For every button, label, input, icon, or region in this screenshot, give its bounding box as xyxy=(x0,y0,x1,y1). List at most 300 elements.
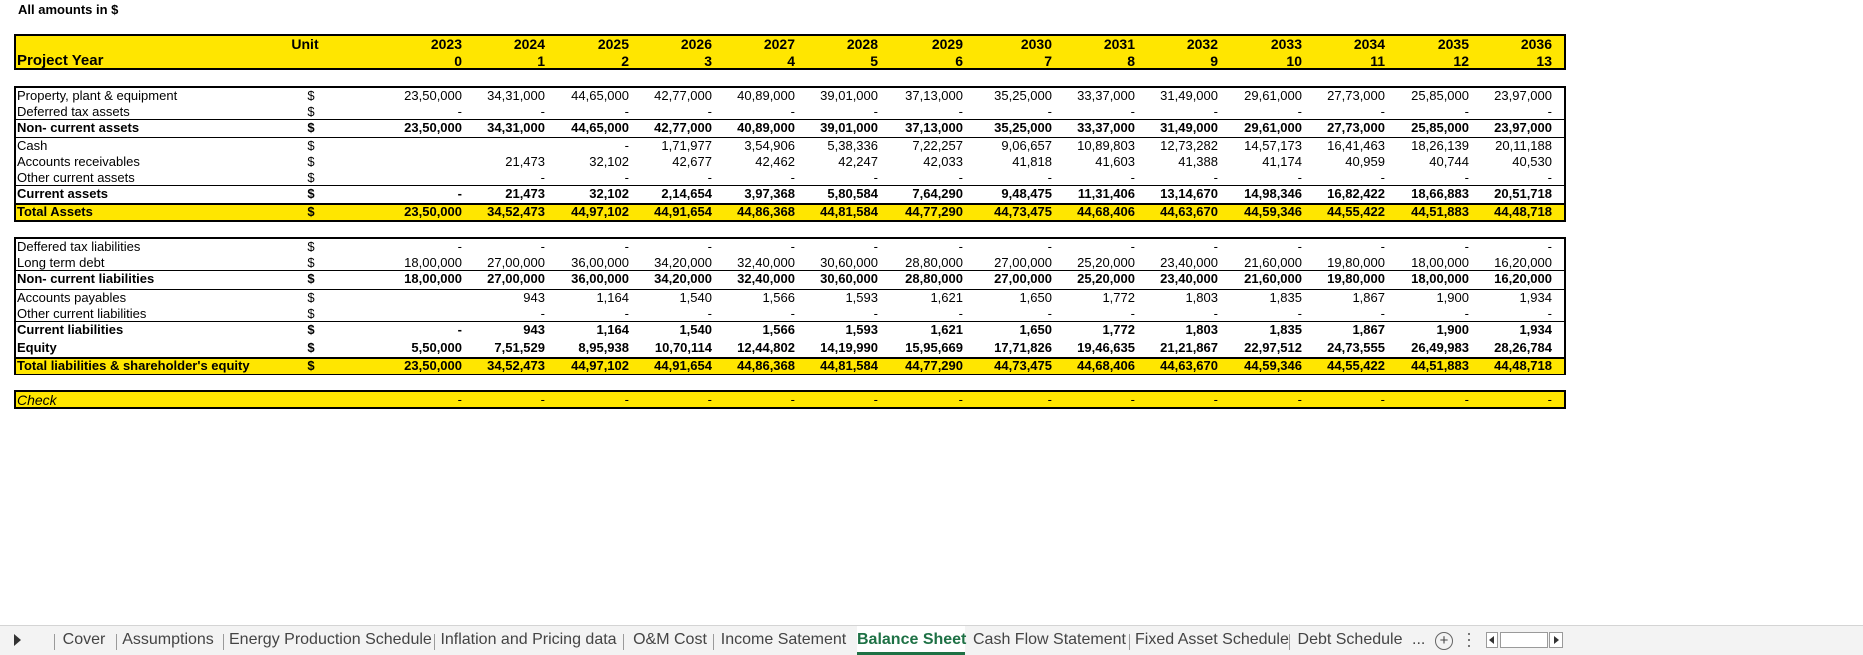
row-unit: $ xyxy=(307,104,315,119)
value-cell: 42,462 xyxy=(755,154,795,169)
sheet-tab[interactable]: Cover xyxy=(62,631,106,648)
row-label: Total Assets xyxy=(17,204,93,219)
value-cell: 41,818 xyxy=(1012,154,1052,169)
value-cell: - xyxy=(1380,239,1385,254)
value-cell: - xyxy=(790,239,795,254)
value-cell: 25,20,000 xyxy=(1077,255,1135,270)
amounts-caption: All amounts in $ xyxy=(18,2,119,17)
value-cell: 1,164 xyxy=(596,322,629,337)
value-cell: 16,41,463 xyxy=(1327,138,1385,153)
check-cell: - xyxy=(1047,392,1052,407)
sheet-tab-bar xyxy=(0,625,1863,655)
project-year-cell: 4 xyxy=(787,53,795,69)
year-cell: 2024 xyxy=(513,36,545,52)
value-cell: 12,73,282 xyxy=(1160,138,1218,153)
check-cell: - xyxy=(1464,392,1469,407)
sheet-tab[interactable]: Inflation and Pricing data xyxy=(440,631,617,648)
value-cell: 33,37,000 xyxy=(1077,120,1135,135)
value-cell: 1,566 xyxy=(762,322,795,337)
value-cell: - xyxy=(707,104,712,119)
value-cell: 34,52,473 xyxy=(487,358,545,373)
value-cell: 40,744 xyxy=(1429,154,1469,169)
value-cell: - xyxy=(707,306,712,321)
value-cell: 44,68,406 xyxy=(1077,204,1135,219)
value-cell: - xyxy=(1213,306,1218,321)
value-cell: 44,73,475 xyxy=(994,358,1052,373)
check-cell: - xyxy=(790,392,795,407)
project-year-cell: 6 xyxy=(955,53,963,69)
value-cell: - xyxy=(1464,239,1469,254)
value-cell: - xyxy=(873,306,878,321)
check-cell: - xyxy=(457,392,462,407)
value-cell: 943 xyxy=(523,290,545,305)
value-cell: - xyxy=(540,170,545,185)
project-year-cell: 11 xyxy=(1370,53,1385,69)
value-cell: 23,97,000 xyxy=(1494,120,1552,135)
value-cell: 29,61,000 xyxy=(1244,120,1302,135)
tab-separator xyxy=(223,634,224,650)
value-cell: 44,48,718 xyxy=(1494,358,1552,373)
row-unit: $ xyxy=(307,255,315,270)
value-cell: 28,26,784 xyxy=(1494,340,1552,355)
row-label: Property, plant & equipment xyxy=(17,88,178,103)
value-cell: - xyxy=(1047,104,1052,119)
value-cell: 21,60,000 xyxy=(1244,255,1302,270)
row-unit: $ xyxy=(307,88,315,103)
value-cell: 44,59,346 xyxy=(1244,204,1302,219)
value-cell: 5,50,000 xyxy=(411,340,462,355)
value-cell xyxy=(372,306,462,322)
row-label: Deferred tax assets xyxy=(17,104,130,119)
value-cell: 21,473 xyxy=(505,154,545,169)
value-cell: - xyxy=(958,170,963,185)
sheet-tab[interactable]: Cash Flow Statement xyxy=(973,631,1126,648)
row-label: Deffered tax liabilities xyxy=(17,239,141,254)
tab-separator xyxy=(54,634,55,650)
value-cell: 44,55,422 xyxy=(1327,204,1385,219)
year-cell: 2032 xyxy=(1186,36,1218,52)
horizontal-scrollbar[interactable] xyxy=(1500,632,1548,648)
value-cell: 41,174 xyxy=(1262,154,1302,169)
year-cell: 2036 xyxy=(1520,36,1552,52)
value-cell xyxy=(372,290,462,306)
value-cell: 1,650 xyxy=(1019,290,1052,305)
value-cell: 8,95,938 xyxy=(578,340,629,355)
value-cell: 17,71,826 xyxy=(994,340,1052,355)
value-cell: 28,80,000 xyxy=(905,255,963,270)
sheet-tab[interactable]: Energy Production Schedule xyxy=(229,631,432,648)
value-cell: 23,50,000 xyxy=(404,120,462,135)
value-cell: 12,44,802 xyxy=(737,340,795,355)
project-year-cell: 3 xyxy=(704,53,712,69)
value-cell: 5,80,584 xyxy=(827,186,878,201)
value-cell: - xyxy=(1213,104,1218,119)
value-cell: 18,00,000 xyxy=(1411,271,1469,286)
value-cell: - xyxy=(1297,104,1302,119)
value-cell: 10,70,114 xyxy=(654,340,712,355)
value-cell: 3,97,368 xyxy=(744,186,795,201)
value-cell: 1,803 xyxy=(1185,290,1218,305)
value-cell: 27,00,000 xyxy=(487,255,545,270)
row-label: Current liabilities xyxy=(17,322,124,337)
value-cell: 44,55,422 xyxy=(1327,358,1385,373)
value-cell: - xyxy=(457,322,462,337)
value-cell: 25,85,000 xyxy=(1411,120,1469,135)
row-label: Other current liabilities xyxy=(17,306,147,321)
year-cell: 2031 xyxy=(1103,36,1135,52)
value-cell: - xyxy=(1297,170,1302,185)
year-cell: 2025 xyxy=(597,36,629,52)
value-cell: - xyxy=(540,239,545,254)
value-cell: - xyxy=(790,170,795,185)
value-cell: 18,26,139 xyxy=(1411,138,1469,153)
value-cell: 18,00,000 xyxy=(404,271,462,286)
value-cell: - xyxy=(1297,239,1302,254)
value-cell: 44,81,584 xyxy=(820,358,878,373)
value-cell: - xyxy=(1047,170,1052,185)
value-cell xyxy=(372,154,462,170)
value-cell: - xyxy=(1464,104,1469,119)
value-cell: 34,20,000 xyxy=(654,255,712,270)
value-cell: 41,603 xyxy=(1095,154,1135,169)
value-cell: - xyxy=(624,170,629,185)
value-cell: 18,00,000 xyxy=(1411,255,1469,270)
value-cell: 44,77,290 xyxy=(905,204,963,219)
value-cell: - xyxy=(1047,306,1052,321)
value-cell: 20,51,718 xyxy=(1494,186,1552,201)
chevron-right-icon[interactable] xyxy=(1549,632,1563,648)
project-year-label: Project Year xyxy=(17,52,104,69)
value-cell: 40,530 xyxy=(1512,154,1552,169)
value-cell: - xyxy=(958,306,963,321)
value-cell: 42,677 xyxy=(672,154,712,169)
tab-separator xyxy=(713,634,714,650)
value-cell: 1,71,977 xyxy=(661,138,712,153)
row-label: Current assets xyxy=(17,186,109,201)
value-cell: 34,20,000 xyxy=(654,271,712,286)
value-cell: 27,00,000 xyxy=(994,271,1052,286)
value-cell: 40,89,000 xyxy=(737,120,795,135)
value-cell: 16,82,422 xyxy=(1327,186,1385,201)
value-cell: 37,13,000 xyxy=(905,120,963,135)
check-cell: - xyxy=(1297,392,1302,407)
value-cell: 5,38,336 xyxy=(827,138,878,153)
value-cell: 1,934 xyxy=(1519,290,1552,305)
value-cell: 11,31,406 xyxy=(1077,186,1135,201)
row-label: Total liabilities & shareholder's equity xyxy=(17,358,250,373)
value-cell: 14,57,173 xyxy=(1244,138,1302,153)
project-year-cell: 8 xyxy=(1127,53,1135,69)
value-cell: - xyxy=(624,138,629,153)
value-cell: 39,01,000 xyxy=(820,120,878,135)
value-cell: 7,22,257 xyxy=(912,138,963,153)
value-cell: 19,80,000 xyxy=(1327,255,1385,270)
value-cell: 23,50,000 xyxy=(404,204,462,219)
value-cell: 18,00,000 xyxy=(404,255,462,270)
row-unit: $ xyxy=(307,204,315,219)
project-year-cell: 12 xyxy=(1453,53,1469,69)
row-label: Accounts receivables xyxy=(17,154,140,169)
value-cell: - xyxy=(873,239,878,254)
check-cell: - xyxy=(624,392,629,407)
value-cell: 44,48,718 xyxy=(1494,204,1552,219)
value-cell: 26,49,983 xyxy=(1411,340,1469,355)
value-cell: 1,593 xyxy=(845,290,878,305)
tab-separator xyxy=(116,634,117,650)
row-unit: $ xyxy=(307,340,315,355)
value-cell: - xyxy=(1130,104,1135,119)
value-cell: 1,900 xyxy=(1436,290,1469,305)
value-cell xyxy=(455,138,545,154)
value-cell: - xyxy=(1380,306,1385,321)
value-cell: - xyxy=(457,104,462,119)
value-cell: - xyxy=(1380,104,1385,119)
value-cell: 1,900 xyxy=(1436,322,1469,337)
sheet-tab[interactable]: Balance Sheet xyxy=(857,626,965,655)
row-label: Accounts payables xyxy=(17,290,127,305)
value-cell: 25,20,000 xyxy=(1077,271,1135,286)
value-cell: - xyxy=(540,104,545,119)
value-cell: 44,77,290 xyxy=(905,358,963,373)
value-cell: 44,68,406 xyxy=(1077,358,1135,373)
value-cell: - xyxy=(1380,170,1385,185)
value-cell: 27,00,000 xyxy=(487,271,545,286)
row-unit: $ xyxy=(307,290,315,305)
project-year-cell: 7 xyxy=(1044,53,1052,69)
check-cell: - xyxy=(1213,392,1218,407)
value-cell: 14,19,990 xyxy=(820,340,878,355)
row-unit: $ xyxy=(307,120,315,135)
sheet-tab[interactable]: Income Satement xyxy=(720,631,847,648)
year-cell: 2029 xyxy=(931,36,963,52)
row-unit: $ xyxy=(307,358,315,373)
value-cell: 1,934 xyxy=(1519,322,1552,337)
row-unit: $ xyxy=(307,138,315,153)
row-label: Non- current liabilities xyxy=(17,271,155,286)
value-cell: 28,80,000 xyxy=(905,271,963,286)
check-cell: - xyxy=(1547,392,1552,407)
row-label: Long term debt xyxy=(17,255,105,270)
check-cell: - xyxy=(873,392,878,407)
project-year-cell: 2 xyxy=(621,53,629,69)
value-cell: 18,66,883 xyxy=(1411,186,1469,201)
value-cell: 44,91,654 xyxy=(654,358,712,373)
value-cell: 20,11,188 xyxy=(1495,138,1552,153)
value-cell: - xyxy=(790,306,795,321)
value-cell: 36,00,000 xyxy=(571,271,629,286)
value-cell: 40,89,000 xyxy=(737,88,795,103)
value-cell: 44,91,654 xyxy=(654,204,712,219)
project-year-cell: 1 xyxy=(537,53,545,69)
check-cell: - xyxy=(958,392,963,407)
value-cell: 31,49,000 xyxy=(1160,120,1218,135)
value-cell: 9,06,657 xyxy=(1001,138,1052,153)
value-cell: - xyxy=(1547,170,1552,185)
value-cell: 1,650 xyxy=(1019,322,1052,337)
plus-circle-icon[interactable]: + xyxy=(1435,632,1453,650)
triangle-right-icon[interactable] xyxy=(14,634,21,646)
sheet-tab[interactable]: O&M Cost xyxy=(633,631,707,648)
value-cell: 19,80,000 xyxy=(1327,271,1385,286)
value-cell: 1,593 xyxy=(845,322,878,337)
tab-separator xyxy=(1129,634,1130,650)
value-cell: 42,247 xyxy=(838,154,878,169)
value-cell: 23,50,000 xyxy=(404,88,462,103)
row-label: Equity xyxy=(17,340,57,355)
value-cell: 16,20,000 xyxy=(1494,271,1552,286)
value-cell: 41,388 xyxy=(1178,154,1218,169)
value-cell: 31,49,000 xyxy=(1160,88,1218,103)
value-cell: 29,61,000 xyxy=(1244,88,1302,103)
row-unit: $ xyxy=(307,170,315,185)
sheet-tab[interactable]: Debt Schedule xyxy=(1297,631,1403,648)
year-cell: 2027 xyxy=(763,36,795,52)
value-cell: 2,14,654 xyxy=(661,186,712,201)
project-year-cell: 5 xyxy=(870,53,878,69)
value-cell: 1,867 xyxy=(1352,322,1385,337)
value-cell: 39,01,000 xyxy=(820,88,878,103)
value-cell: - xyxy=(1464,170,1469,185)
value-cell: 35,25,000 xyxy=(994,120,1052,135)
value-cell: 42,033 xyxy=(923,154,963,169)
value-cell: 44,65,000 xyxy=(571,88,629,103)
value-cell: 32,40,000 xyxy=(737,255,795,270)
row-unit: $ xyxy=(307,306,315,321)
value-cell: 1,803 xyxy=(1185,322,1218,337)
value-cell: 13,14,670 xyxy=(1160,186,1218,201)
sheet-tab[interactable]: Assumptions xyxy=(122,631,214,648)
value-cell: 25,85,000 xyxy=(1411,88,1469,103)
value-cell: 1,621 xyxy=(930,290,963,305)
project-year-cell: 10 xyxy=(1286,53,1302,69)
value-cell: 27,73,000 xyxy=(1327,88,1385,103)
value-cell: - xyxy=(457,239,462,254)
value-cell: 34,31,000 xyxy=(487,120,545,135)
value-cell: 40,959 xyxy=(1345,154,1385,169)
value-cell: 44,59,346 xyxy=(1244,358,1302,373)
value-cell: 44,81,584 xyxy=(820,204,878,219)
value-cell: 10,89,803 xyxy=(1077,138,1135,153)
value-cell: 44,63,670 xyxy=(1160,358,1218,373)
value-cell: 32,102 xyxy=(589,154,629,169)
value-cell: - xyxy=(457,186,462,201)
value-cell: 19,46,635 xyxy=(1077,340,1135,355)
value-cell: 30,60,000 xyxy=(820,271,878,286)
value-cell: 943 xyxy=(523,322,545,337)
check-cell: - xyxy=(540,392,545,407)
value-cell: - xyxy=(624,306,629,321)
value-cell: 44,86,368 xyxy=(737,358,795,373)
unit-header: Unit xyxy=(291,36,319,52)
value-cell: 3,54,906 xyxy=(744,138,795,153)
row-unit: $ xyxy=(307,186,315,201)
row-label: Other current assets xyxy=(17,170,135,185)
value-cell: - xyxy=(958,239,963,254)
year-cell: 2028 xyxy=(846,36,878,52)
value-cell: 34,52,473 xyxy=(487,204,545,219)
value-cell: 1,621 xyxy=(930,322,963,337)
value-cell: 27,73,000 xyxy=(1327,120,1385,135)
year-cell: 2026 xyxy=(680,36,712,52)
value-cell: 44,97,102 xyxy=(571,204,629,219)
project-year-cell: 13 xyxy=(1536,53,1552,69)
value-cell: 44,97,102 xyxy=(571,358,629,373)
value-cell: - xyxy=(1547,104,1552,119)
value-cell: 32,102 xyxy=(589,186,629,201)
project-year-cell: 0 xyxy=(454,53,462,69)
value-cell: 22,97,512 xyxy=(1244,340,1302,355)
year-cell: 2034 xyxy=(1353,36,1385,52)
value-cell: 9,48,475 xyxy=(1001,186,1052,201)
value-cell: 44,63,670 xyxy=(1160,204,1218,219)
check-cell: - xyxy=(1380,392,1385,407)
value-cell: - xyxy=(790,104,795,119)
value-cell: - xyxy=(1130,239,1135,254)
value-cell: 1,867 xyxy=(1352,290,1385,305)
value-cell: 35,25,000 xyxy=(994,88,1052,103)
tab-separator xyxy=(623,634,624,650)
row-unit: $ xyxy=(307,239,315,254)
value-cell: 37,13,000 xyxy=(905,88,963,103)
check-cell: - xyxy=(707,392,712,407)
sheet-tab[interactable]: Fixed Asset Schedule xyxy=(1135,631,1289,648)
value-cell: 33,37,000 xyxy=(1077,88,1135,103)
value-cell: 30,60,000 xyxy=(820,255,878,270)
value-cell: - xyxy=(1130,170,1135,185)
value-cell: - xyxy=(1047,239,1052,254)
more-tabs-button[interactable]: ... xyxy=(1412,631,1426,648)
year-cell: 2035 xyxy=(1437,36,1469,52)
value-cell: 34,31,000 xyxy=(487,88,545,103)
value-cell: 1,835 xyxy=(1269,290,1302,305)
value-cell: 42,77,000 xyxy=(654,88,712,103)
value-cell xyxy=(372,170,462,186)
value-cell: 1,540 xyxy=(679,322,712,337)
value-cell: 21,21,867 xyxy=(1160,340,1218,355)
value-cell: - xyxy=(1213,239,1218,254)
year-cell: 2023 xyxy=(430,36,462,52)
value-cell: 1,835 xyxy=(1269,322,1302,337)
value-cell: 7,64,290 xyxy=(912,186,963,201)
project-year-cell: 9 xyxy=(1210,53,1218,69)
vertical-ellipsis-icon[interactable] xyxy=(1468,633,1471,649)
value-cell: 24,73,555 xyxy=(1327,340,1385,355)
value-cell: 1,566 xyxy=(762,290,795,305)
year-cell: 2033 xyxy=(1270,36,1302,52)
value-cell: - xyxy=(1547,306,1552,321)
value-cell: 23,97,000 xyxy=(1494,88,1552,103)
value-cell: 1,772 xyxy=(1102,290,1135,305)
row-label: Cash xyxy=(17,138,48,153)
value-cell: 42,77,000 xyxy=(654,120,712,135)
value-cell: - xyxy=(873,104,878,119)
tab-separator xyxy=(1289,634,1290,650)
value-cell: 1,772 xyxy=(1102,322,1135,337)
value-cell: 14,98,346 xyxy=(1244,186,1302,201)
check-label: Check xyxy=(17,392,57,408)
value-cell: 32,40,000 xyxy=(737,271,795,286)
value-cell: - xyxy=(707,170,712,185)
value-cell: 16,20,000 xyxy=(1494,255,1552,270)
value-cell: 23,40,000 xyxy=(1160,271,1218,286)
value-cell: 7,51,529 xyxy=(494,340,545,355)
value-cell: 44,51,883 xyxy=(1411,204,1469,219)
row-unit: $ xyxy=(307,322,315,337)
value-cell: - xyxy=(1297,306,1302,321)
value-cell: 27,00,000 xyxy=(994,255,1052,270)
value-cell: - xyxy=(624,239,629,254)
chevron-left-icon[interactable] xyxy=(1486,632,1498,648)
